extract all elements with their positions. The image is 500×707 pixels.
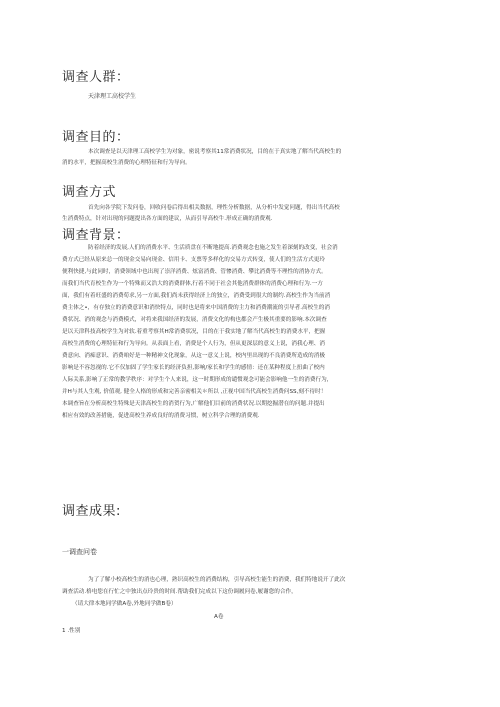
results-sub-heading: 一调查问卷	[62, 548, 97, 556]
background-line-13: 并H与其人生观, 价值观, 健全人格的形成和完善亲密相关＊所以 ,正视中国当代高校生消费问SS,刻不待时！	[62, 389, 327, 395]
background-line-15: 相应有效的改善措施，促进高校生养成良好的消费习惯，树立科学合理的消费观.	[62, 413, 260, 419]
background-line-2: 费方式已经从原来总一的现金交易向现金、信用卡、支票等多样化的交易方式转变，使人们的生活方式更玲	[62, 257, 325, 263]
background-line-9: 高校生消费的心理特征和行为导向。从表面上看，消费是个人行为，但从更深层的意义上说，消我心理、消	[62, 341, 325, 347]
background-line-5: 面，我们有着旺盛的消费荀求,另一方面,我们尚未获得经济上的独立，消费受到很大的制约.高校生作为当前消	[62, 293, 331, 299]
results-heading: 调查成果:	[62, 504, 121, 519]
background-line-3: 便利快捷,与此同时，消费领域中也出现了崇洋消费、炫富消费、管惨消费、攀比消费等不理性的消协方式。	[62, 269, 327, 275]
results-line-2: 调查活动.格电您在行忙之中独出点玲贵的时间.帮助我们完成以下这份调履问卷,履谢您的合作，	[62, 589, 297, 595]
section-a-label: A卷	[214, 614, 224, 620]
purpose-line-1: 本次调查是以天津理工高校学生为对象，密说考察其11常消费状况，目的在于真实地了解当代高校生的	[88, 149, 342, 155]
method-heading: 调查方式	[62, 185, 117, 200]
background-line-7: 费状况、消的观念与消费模式，对将来我国经济的发展，消费文化的构也都会产生极其重要的影响.本次调查	[62, 317, 327, 323]
background-line-6: 费主体之•，有存独立的消费意识和消快特点，同时也是将来中国消费的主力和消费潮流的引导者.高校生的消	[62, 305, 330, 311]
background-line-8: 是以天津科技高校学生为对软.着重考察其H常消费状况，目的在于我实地了解当代高校生的消费水平，把握	[62, 329, 326, 335]
survey-group-heading: 调查人群：	[62, 70, 130, 85]
survey-group-text: 天津理工高校学生	[88, 93, 137, 100]
background-line-11: 影响是不容忽视的.它不仅加固了学生家长的经济负担,影响/家长和学生的感情：还在某种程度上扭曲了校内	[62, 365, 325, 371]
results-line-1: 为了了解小校高校生的消也心理，熟识高校生的消费结构，引导高校生能生的消费，我们特地说开了此次	[88, 577, 346, 583]
background-line-4: 而我们当代育校生作为一个特殊而又浩大的消费群体,行着不同于社会其他消费群体的消费心理和行为.一方	[62, 281, 323, 287]
results-note: （请大律本地同学做A卷,外地同学做B卷）	[72, 601, 177, 607]
method-line-2: 生消费特点，针对出现的问题提出各方面的建议，从而引导高校牛.形成正确的消费观.	[62, 216, 273, 222]
question-1-label: 1 .性别	[62, 628, 81, 634]
background-line-14: 本调查旨在分析高校生特殊是天津高校生的消贺行为,广解他们目前的消费状况.以期挖掘潜在的问题.并提出	[62, 401, 325, 407]
background-line-12: 人际关系,影响了正常的教学秩序：对学生个人来说，这一时期形成的谴惯观念可能会影响他一生的消费行为，	[62, 377, 333, 383]
background-line-10: 费意向、消痴意识、消费咱好是一种精神文化现象，从这一意义上说，校内里出现的不良消费所造成的消极	[62, 353, 325, 359]
method-line-1: 首先向各学院下发问卷，回收问卷后得出相关数据，理性分析数据，从分析中发觉问题，得出当代高校	[88, 205, 340, 211]
background-line-1: 防着经济的发展,人们的消费水平、生活质盘在不断地提高.消费观念也施之发生着深刻的改变，社会消	[88, 245, 338, 251]
background-heading: 调查背景：	[62, 228, 130, 243]
purpose-heading: 调查目的：	[62, 130, 130, 145]
purpose-line-2: 消的水平，把握高校生消费的心理特征和行为导向。	[62, 160, 191, 166]
